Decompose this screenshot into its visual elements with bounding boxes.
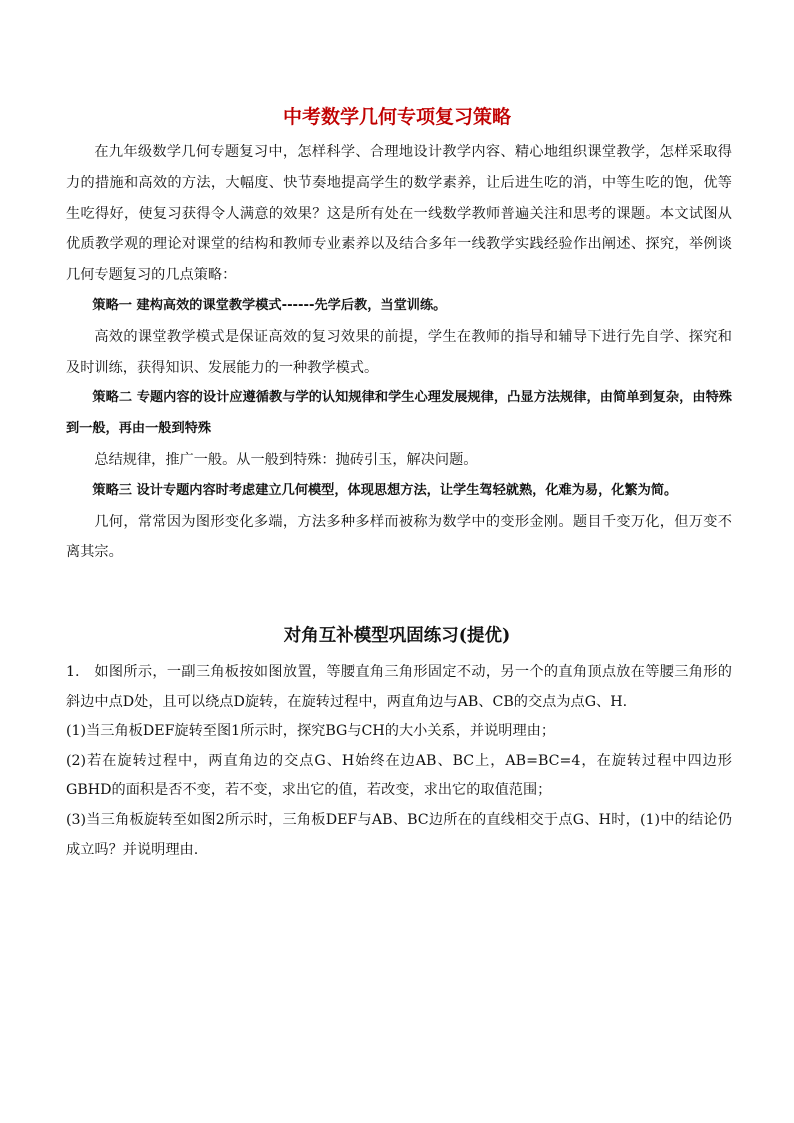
strategy-1-text: 高效的课堂教学模式是保证高效的复习效果的前提，学生在教师的指导和辅导下进行先自学、探究和及时训练，获得知识、发展能力的一种教学模式。 (66, 328, 732, 376)
strategy-1-heading: 策略一 建构高效的课堂教学模式------先学后教，当堂训练。 (92, 297, 447, 313)
article-body (66, 137, 732, 568)
strategy-2-text: 总结规律，推广一般。从一般到特殊：抛砖引玉，解决问题。 (94, 451, 478, 468)
problem-intro: 1. 如图所示，一副三角板按如图放置，等腰直角三角形固定不动，另一个的直角顶点放在等腰三角形的斜边中点D处，且可以绕点D旋转，在旋转过程中，两直角边与AB、CB的交点为点G、H. (66, 664, 732, 710)
strategy-2-heading: 策略二 专题内容的设计应遵循教与学的认知规律和学生心理发展规律，凸显方法规律，由简单到复杂，由特殊到一般，再由一般到特殊 (66, 390, 732, 437)
problem-part-3: (3)当三角板旋转至如图2所示时，三角板DEF与AB、BC边所在的直线相交于点G、H时，(1)中的结论仍成立吗？并说明理由. (66, 811, 732, 858)
problem-part-1: (1)当三角板DEF旋转至图1所示时，探究BG与CH的大小关系，并说明理由； (66, 723, 556, 740)
strategy-3-heading: 策略三 设计专题内容时考虑建立几何模型，体现思想方法，让学生驾轻就熟，化难为易，化繁为简。 (92, 482, 678, 498)
page-title: 中考数学几何专项复习策略 (282, 106, 511, 128)
strategy-3-text: 几何，常常因为图形变化多端，方法多种多样而被称为数学中的变形金刚。题目千变万化，但万变不离其宗。 (66, 513, 732, 561)
exercise-section-title: 对角互补模型巩固练习(提优) (283, 626, 511, 646)
exercise-problem (66, 658, 732, 865)
intro-paragraph: 在九年级数学几何专题复习中，怎样科学、合理地设计教学内容、精心地组织课堂教学，怎样采取得力的措施和高效的方法，大幅度、快节奏地提高学生的数学素养，让后进生吃的消，中等生吃的饱，优等生吃得好，使复习获得令人满意的效果？这是所有处在一线数学教师普遍关注和思考的课题。本文试图从优质教学观的理论对课堂的结构和教师专业素养以及结合多年一线教学实践经验作出阐述、探究，举例谈几何专题复习的几点策略： (66, 144, 732, 284)
problem-part-2: (2)若在旋转过程中，两直角边的交点G、H始终在边AB、BC上，AB=BC=4，在旋转过程中四边形GBHD的面积是否不变，若不变，求出它的值，若改变，求出它的取值范围； (66, 752, 732, 799)
